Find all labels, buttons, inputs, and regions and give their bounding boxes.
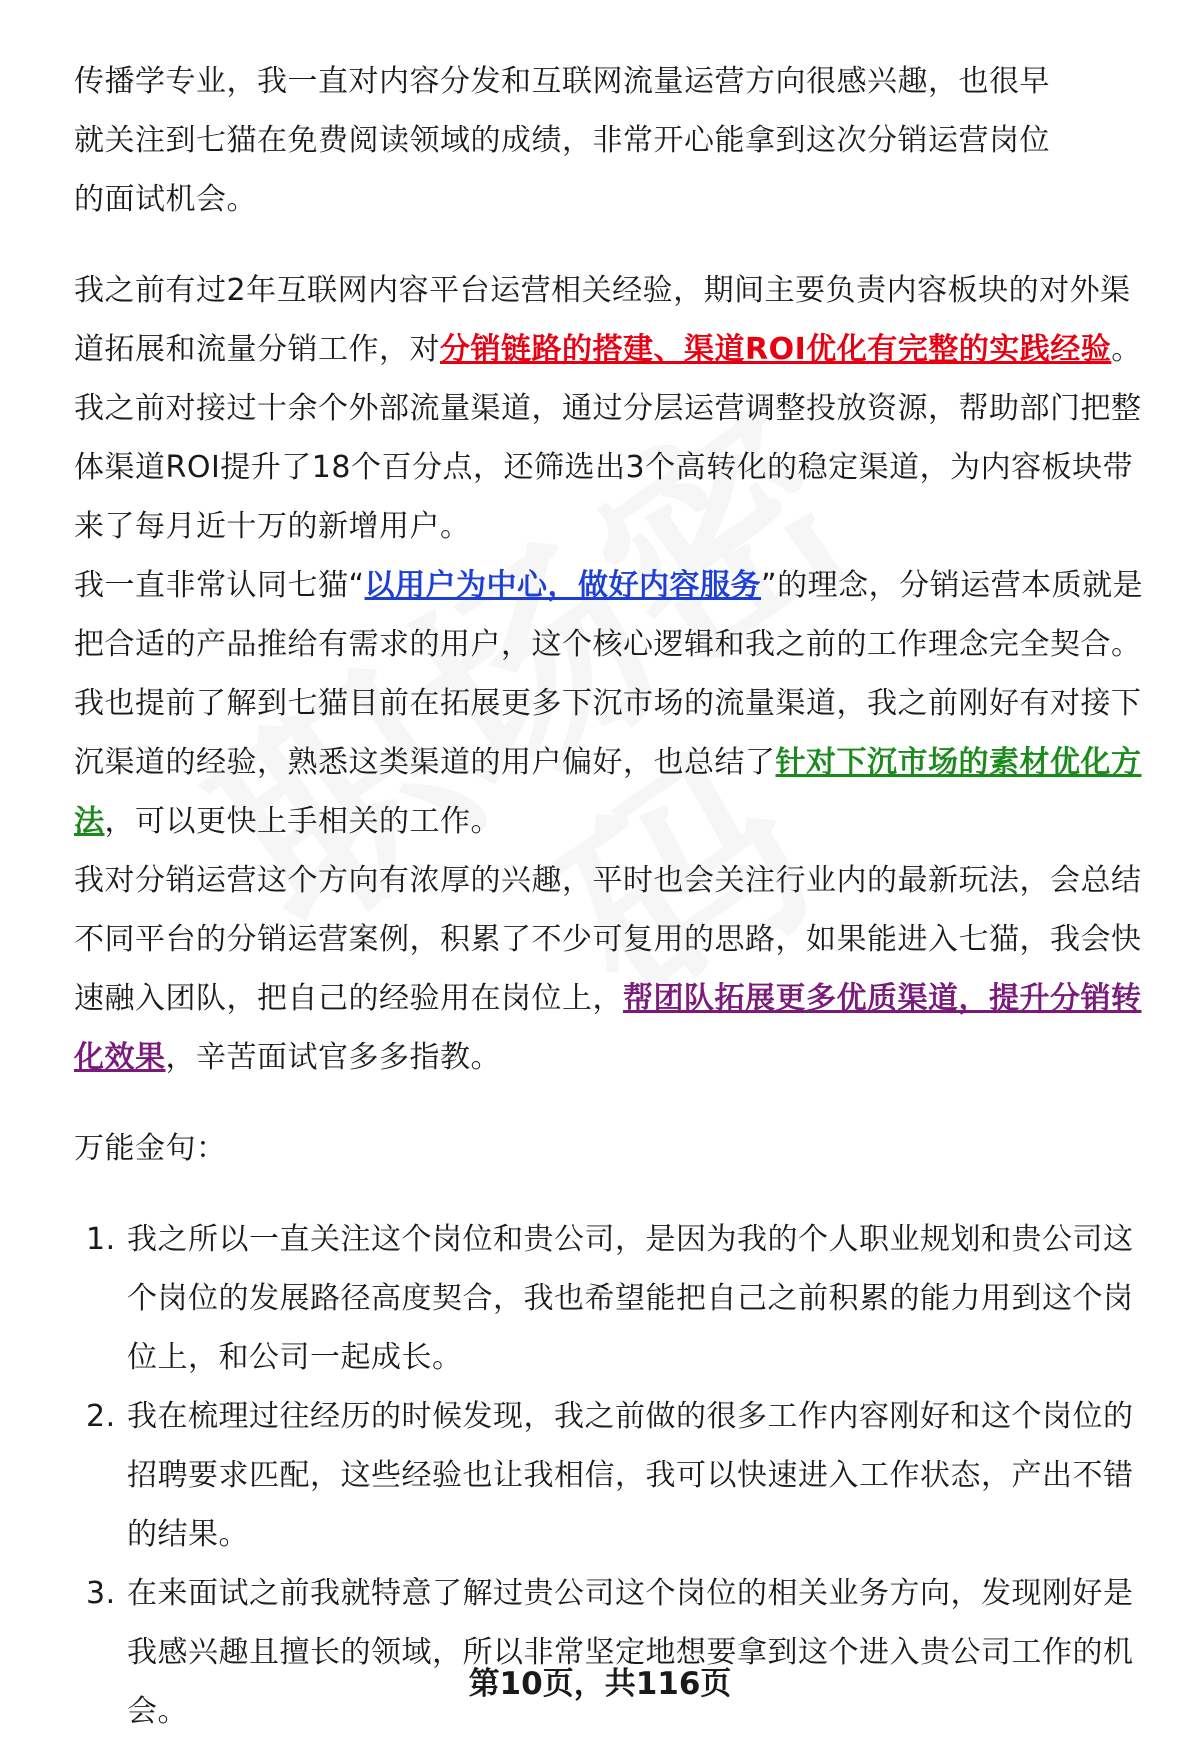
paragraph-experience	[74, 261, 1144, 556]
paragraph-intro-text: 传播学专业，我一直对内容分发和互联网流量运营方向很感兴趣，也很早就关注到七猫在免费阅读领域的成绩，非常开心能拿到这次分销运营岗位的面试机会。	[74, 64, 1050, 217]
paragraph-experience-after: 。我之前对接过十余个外部流量渠道，通过分层运营调整投放资源，帮助部门把整体渠道ROI提升了18个百分点，还筛选出3个高转化的稳定渠道，为内容板块带来了每月近十万的新增用户。	[74, 332, 1142, 544]
paragraph-interest	[74, 851, 1144, 1087]
paragraph-values-before: 我一直非常认同七猫“	[74, 568, 365, 603]
highlight-purple: 帮团队拓展更多优质渠道，提升分销转化效果	[74, 981, 1142, 1075]
list-item-number: 3.	[86, 1576, 116, 1611]
section-gap	[74, 1087, 1144, 1119]
list-item	[74, 1387, 1144, 1564]
paragraph-interest-after: ，辛苦面试官多多指教。	[165, 1040, 501, 1075]
page-number-footer: 第10页，共116页	[468, 1666, 732, 1702]
list-item-text: 在来面试之前我就特意了解过贵公司这个岗位的相关业务方向，发现刚好是我感兴趣且擅长的领域，所以非常坚定地想要拿到这个进入贵公司工作的机会。	[127, 1576, 1134, 1729]
list-item-text: 我在梳理过往经历的时候发现，我之前做的很多工作内容刚好和这个岗位的招聘要求匹配，这些经验也让我相信，我可以快速进入工作状态，产出不错的结果。	[127, 1399, 1134, 1552]
paragraph-values-after: ，可以更快上手相关的工作。	[104, 804, 501, 839]
phrases-heading: 万能金句：	[74, 1131, 227, 1166]
highlight-red: 分销链路的搭建、渠道ROI优化有完整的实践经验	[440, 332, 1112, 367]
paragraph-experience-before: 我之前有过2年互联网内容平台运营相关经验，期间主要负责内容板块的对外渠道拓展和流量分销工作，对	[74, 273, 1131, 367]
list-item-number: 2.	[86, 1399, 116, 1434]
paragraph-intro	[74, 52, 1074, 229]
highlight-blue: 以用户为中心，做好内容服务	[364, 568, 762, 603]
paragraph-interest-before: 我对分销运营这个方向有浓厚的兴趣，平时也会关注行业内的最新玩法，会总结不同平台的分销运营案例，积累了不少可复用的思路，如果能进入七猫，我会快速融入团队，把自己的经验用在岗位上，	[74, 863, 1142, 1016]
list-item-text: 我之所以一直关注这个岗位和贵公司，是因为我的个人职业规划和贵公司这个岗位的发展路径高度契合，我也希望能把自己之前积累的能力用到这个岗位上，和公司一起成长。	[127, 1222, 1134, 1375]
document-page	[74, 52, 1144, 1741]
list-item	[74, 1210, 1144, 1387]
paragraph-gap	[74, 229, 1144, 261]
paragraph-values	[74, 556, 1144, 851]
highlight-green: 针对下沉市场的素材优化方法	[74, 745, 1142, 839]
section-gap	[74, 1178, 1144, 1210]
list-item	[74, 1564, 1144, 1741]
paragraph-values-middle: ”的理念，分销运营本质就是把合适的产品推给有需求的用户，这个核心逻辑和我之前的工作理念完全契合。我也提前了解到七猫目前在拓展更多下沉市场的流量渠道，我之前刚好有对接下沉渠道的经验，熟悉这类渠道的用户偏好，也总结了	[74, 568, 1144, 780]
list-item-number: 1.	[86, 1222, 116, 1257]
